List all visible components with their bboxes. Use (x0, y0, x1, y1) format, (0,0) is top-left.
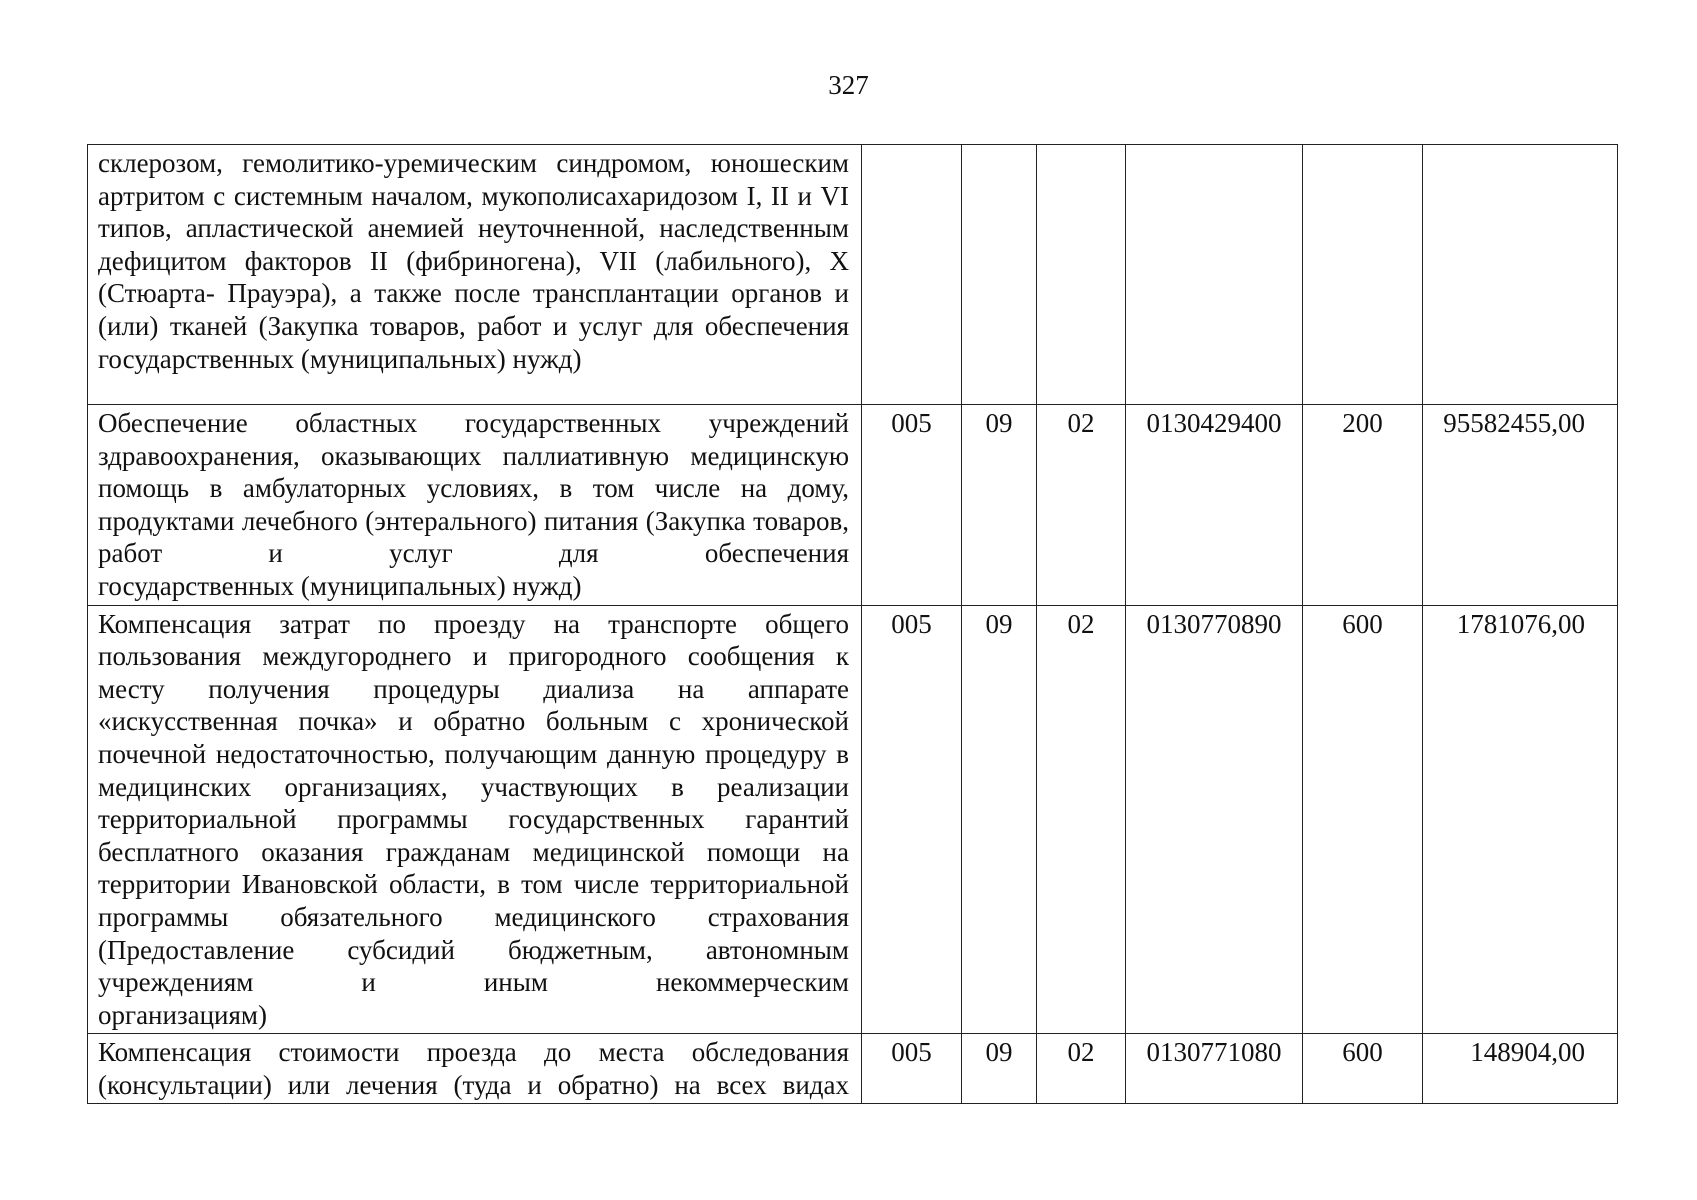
description-line: здравоохранения, оказывающих паллиативную (98, 440, 670, 471)
description-line: Прауэра), а также после трансплантации органов и (или) (98, 278, 849, 341)
description-line: почечной недостаточностью, получающим данную (98, 738, 696, 769)
cell-target: 0130771080 (1126, 1034, 1303, 1104)
description-line: Компенсация стоимости проезда до места обследования (98, 1037, 849, 1068)
budget-table (87, 144, 1618, 1104)
description-line: помощи на территории Ивановской области, в том числе (98, 836, 849, 900)
cell-section: 09 (962, 1034, 1037, 1104)
cell-expense-type (1303, 145, 1423, 405)
description-line: автономным учреждениям и иным некоммерческим (98, 934, 850, 998)
description-line: страхования (Предоставление субсидий бюджетным, (98, 901, 849, 965)
table-row (88, 605, 1618, 1034)
description-line: мукополисахаридозом I, II и VI типов, апластической (98, 180, 850, 244)
description-line: «искусственная почка» и обратно больным с хронической (98, 706, 849, 737)
cell-ministry: 005 (862, 1034, 962, 1104)
cell-amount (1423, 145, 1618, 405)
cell-expense-type: 600 (1303, 605, 1423, 1034)
description-line: организациям) (98, 999, 268, 1030)
description-line: факторов II (фибриногена), VII (лабильного), X (Стюарта- (98, 245, 850, 309)
cell-target (1126, 145, 1303, 405)
cell-section: 09 (962, 605, 1037, 1034)
description-line: питания (Закупка товаров, работ и услуг для обеспечения (98, 505, 849, 569)
description-line: государственных (муниципальных) нужд) (98, 343, 582, 374)
description-line: Обеспечение областных государственных учреждений (98, 408, 849, 438)
cell-expense-type: 200 (1303, 405, 1423, 606)
description-line: склерозом, гемолитико-уремическим синдромом, (98, 148, 692, 178)
description-line: реализации территориальной программы государственных (98, 771, 849, 835)
description-line: медицинскую помощь в амбулаторных условиях, в том (98, 440, 850, 504)
table-row (88, 405, 1618, 606)
cell-subsection: 02 (1037, 1034, 1126, 1104)
cell-subsection: 02 (1037, 405, 1126, 606)
description-line: государственных (муниципальных) нужд) (98, 570, 582, 601)
description-line: числе на дому, продуктами лечебного (энтерального) (98, 473, 849, 536)
cell-expense-type: 600 (1303, 1034, 1423, 1104)
cell-amount: 148904,00 (1423, 1034, 1618, 1104)
description-line: анемией неуточненной, наследственным дефицитом (98, 213, 849, 276)
cell-ministry: 005 (862, 405, 962, 606)
table-row (88, 145, 1618, 405)
table-row (88, 1034, 1618, 1104)
description-line: территориальной программы обязательного медицинского (98, 869, 849, 932)
cell-section (962, 145, 1037, 405)
description-line: месту получения процедуры диализа на аппарате (98, 673, 849, 704)
cell-target: 0130770890 (1126, 605, 1303, 1034)
row-description (88, 1034, 862, 1104)
cell-ministry: 005 (862, 605, 962, 1034)
cell-section: 09 (962, 405, 1037, 606)
description-line: (консультации) или лечения (туда и обратно) на всех видах (98, 1069, 849, 1100)
row-description (88, 405, 862, 606)
row-description (88, 605, 862, 1034)
cell-ministry (862, 145, 962, 405)
cell-target: 0130429400 (1126, 405, 1303, 606)
cell-amount: 95582455,00 (1423, 405, 1618, 606)
budget-table-body (88, 145, 1618, 1104)
row-description (88, 145, 862, 405)
description-line: Компенсация затрат по проезду на транспорте общего (98, 608, 849, 639)
cell-subsection: 02 (1037, 605, 1126, 1034)
description-line: процедуру в медицинских организациях, участвующих в (98, 738, 850, 802)
description-line: тканей (Закупка товаров, работ и услуг для обеспечения (169, 310, 849, 341)
description-line: пользования междугороднего и пригородного сообщения к (98, 641, 849, 672)
cell-subsection (1037, 145, 1126, 405)
description-line: гарантий бесплатного оказания гражданам медицинской (98, 804, 849, 867)
description-line: юношеским артритом с системным началом, (98, 148, 850, 211)
cell-amount: 1781076,00 (1423, 605, 1618, 1034)
page-number: 327 (828, 70, 869, 100)
